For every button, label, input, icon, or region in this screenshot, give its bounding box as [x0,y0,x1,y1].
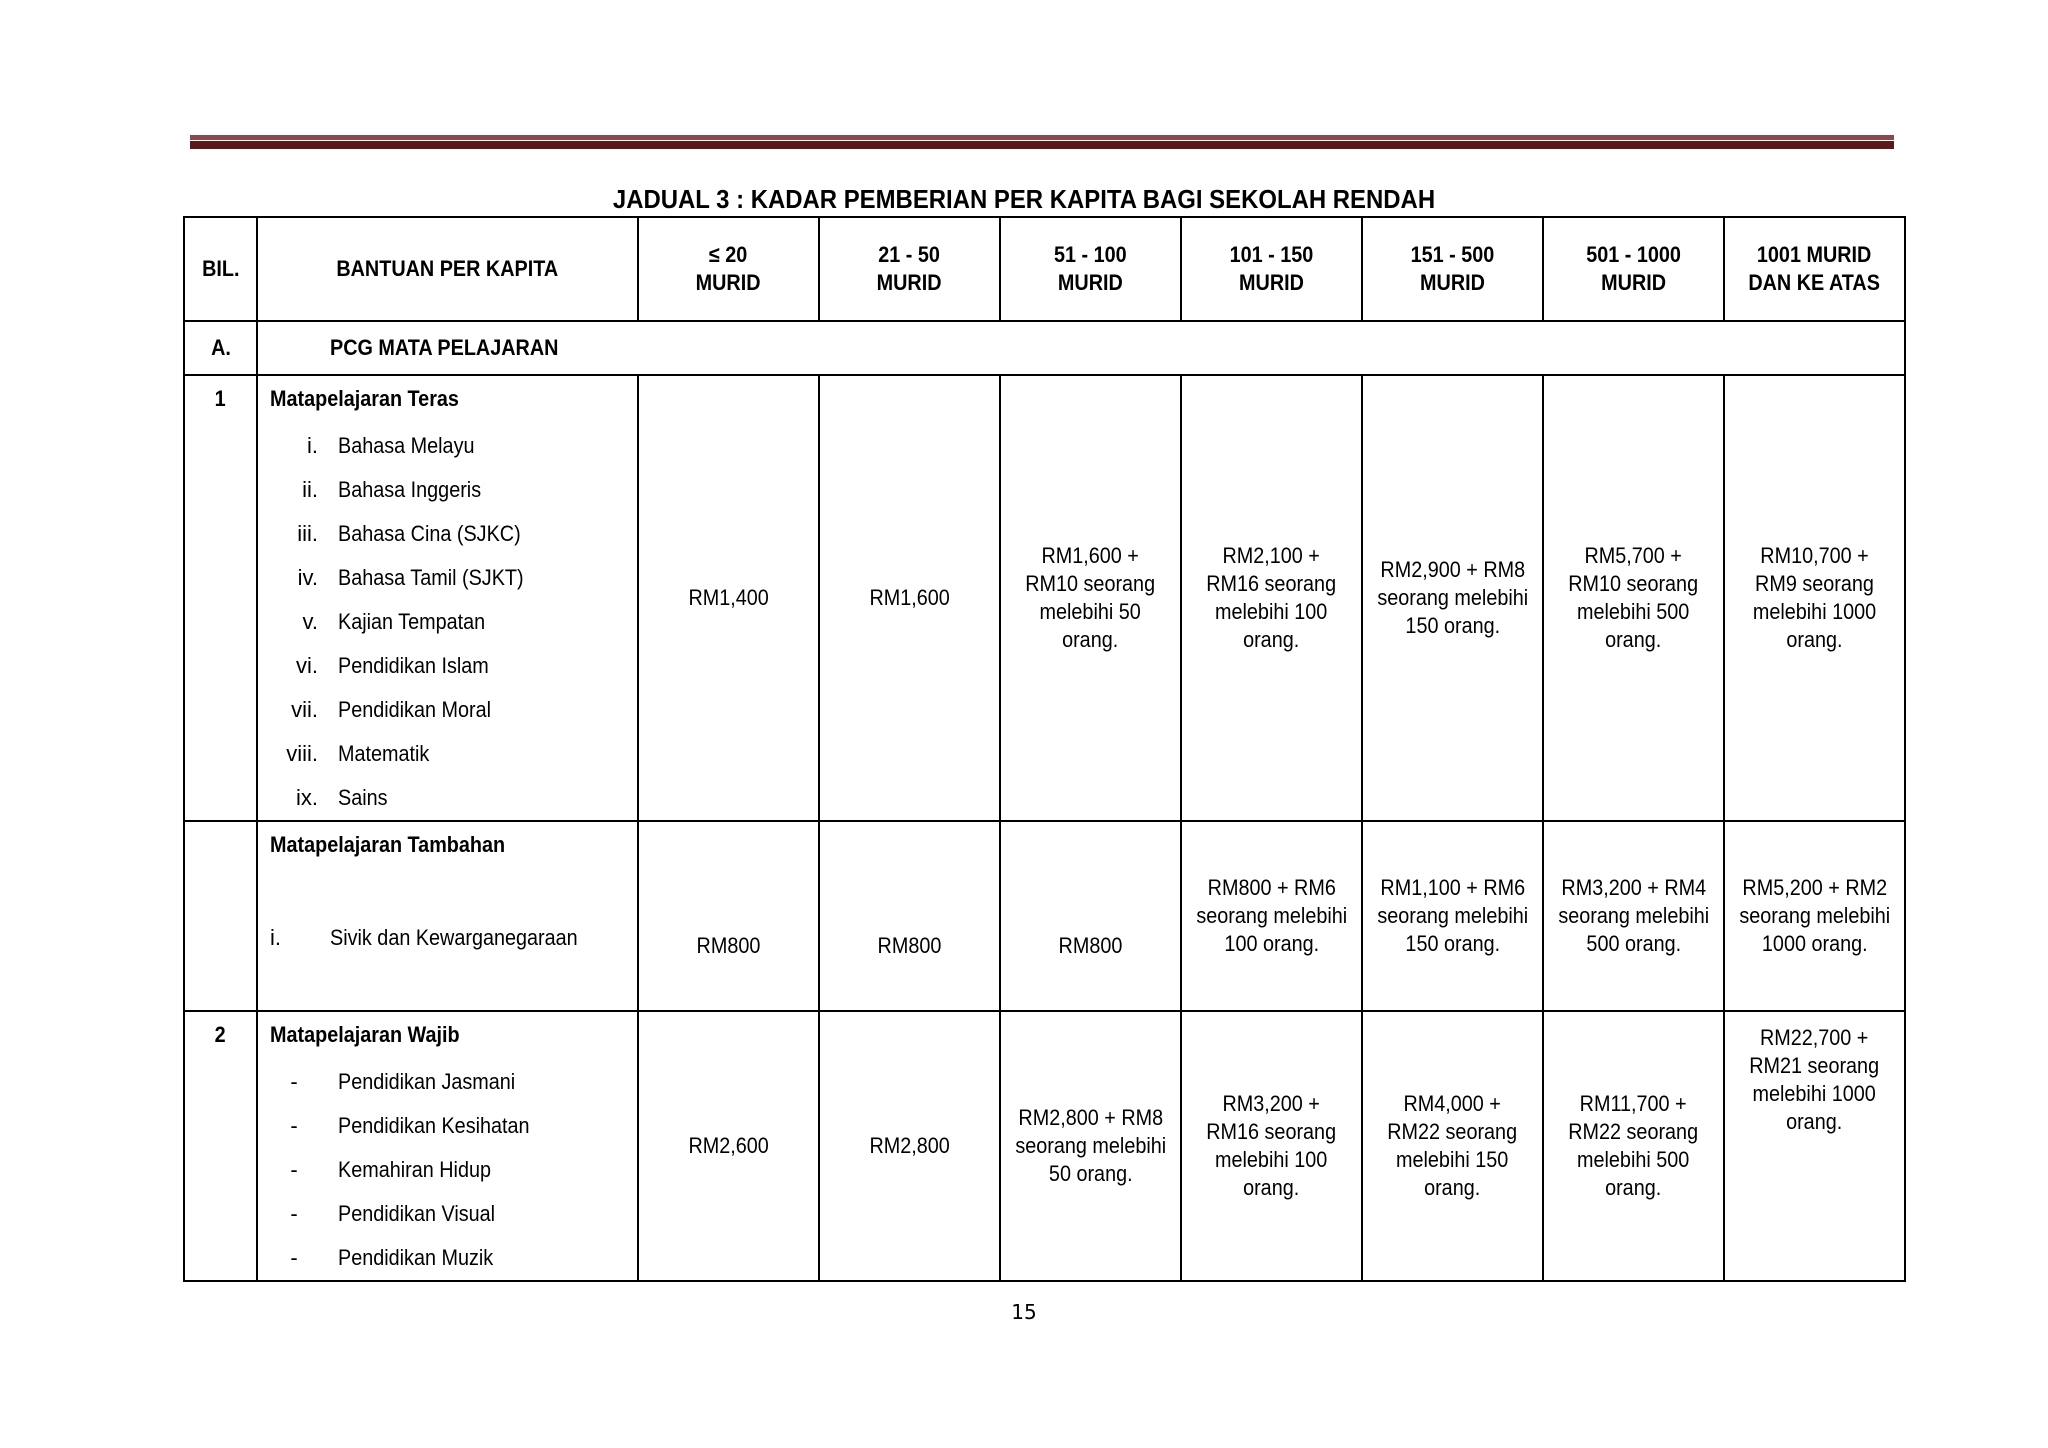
rate-cell: RM1,400 [638,375,819,821]
rate-cell: RM5,700 + RM10 seorang melebihi 500 orang. [1543,375,1724,821]
rate-cell: RM2,800 [819,1011,1000,1281]
header-bil: BIL. [184,217,257,321]
per-capita-table [183,216,1906,1282]
list-item: ii. Bahasa Inggeris [302,477,482,502]
rate-cell: RM2,600 [638,1011,819,1281]
list-item: viii. Matematik [286,741,430,766]
rate-cell: RM2,800 + RM8 seorang melebihi 50 orang. [1000,1011,1181,1281]
row-1-bil: 1 [184,375,257,821]
header-col-1: ≤ 20 MURID [638,217,819,321]
rate-cell: RM1,600 [819,375,1000,821]
header-col-4: 101 - 150 MURID [1181,217,1362,321]
header-col-2: 21 - 50 MURID [819,217,1000,321]
row-2-subjects [257,1011,638,1281]
header-row [184,217,1905,321]
subject-group-title: Matapelajaran Wajib [270,1022,460,1047]
header-rule-thick [190,141,1894,149]
table-row-wajib [184,1011,1905,1281]
list-item: - Kemahiran Hidup [290,1157,491,1182]
row-1-subjects [257,375,638,821]
header-bantuan: BANTUAN PER KAPITA [257,217,638,321]
table-title: JADUAL 3 : KADAR PEMBERIAN PER KAPITA BAGI SEKOLAH RENDAH [612,184,1436,214]
list-item: - Pendidikan Muzik [290,1245,494,1270]
list-item: iii. Bahasa Cina (SJKC) [297,521,521,546]
subject-group-title: Matapelajaran Teras [270,386,459,411]
rate-cell: RM11,700 + RM22 seorang melebihi 500 orang. [1543,1011,1724,1281]
subject-group-title: Matapelajaran Tambahan [270,832,506,857]
list-item: i. Bahasa Melayu [307,433,475,458]
rate-cell: RM4,000 + RM22 seorang melebihi 150 orang. [1362,1011,1543,1281]
rate-cell: RM2,100 + RM16 seorang melebihi 100 orang. [1181,375,1362,821]
list-item: v. Kajian Tempatan [302,609,486,634]
rate-cell: RM800 [819,821,1000,1011]
rate-cell: RM5,200 + RM2 seorang melebihi 1000 orang. [1724,821,1905,1011]
list-item: - Pendidikan Visual [290,1201,496,1226]
table-row-tambahan [184,821,1905,1011]
rate-cell: RM10,700 + RM9 seorang melebihi 1000 orang. [1724,375,1905,821]
rate-cell: RM1,100 + RM6 seorang melebihi 150 orang. [1362,821,1543,1011]
header-col-5: 151 - 500 MURID [1362,217,1543,321]
header-col-6: 501 - 1000 MURID [1543,217,1724,321]
rate-cell: RM22,700 + RM21 seorang melebihi 1000 orang. [1724,1011,1905,1281]
list-item: ix. Sains [296,785,388,810]
header-col-3: 51 - 100 MURID [1000,217,1181,321]
rate-cell: RM800 + RM6 seorang melebihi 100 orang. [1181,821,1362,1011]
row-tambahan-bil [184,821,257,1011]
list-item: - Pendidikan Kesihatan [290,1113,530,1138]
header-rule-thin [190,135,1894,140]
rate-cell: RM3,200 + RM4 seorang melebihi 500 orang. [1543,821,1724,1011]
list-item: iv. Bahasa Tamil (SJKT) [297,565,524,590]
table-row-teras [184,375,1905,821]
rate-cell: RM800 [638,821,819,1011]
section-a-label: PCG MATA PELAJARAN [257,321,1905,375]
rate-cell: RM1,600 + RM10 seorang melebihi 50 orang. [1000,375,1181,821]
header-col-7: 1001 MURID DAN KE ATAS [1724,217,1905,321]
list-item: vii. Pendidikan Moral [291,697,491,722]
list-item: vi. Pendidikan Islam [296,653,489,678]
rate-cell: RM3,200 + RM16 seorang melebihi 100 orang. [1181,1011,1362,1281]
page-number: 15 [1011,1300,1037,1324]
section-a-bil: A. [184,321,257,375]
rate-cell: RM2,900 + RM8 seorang melebihi 150 orang. [1362,375,1543,821]
list-item: - Pendidikan Jasmani [290,1069,516,1094]
row-2-bil: 2 [184,1011,257,1281]
section-a-row [184,321,1905,375]
rate-cell: RM800 [1000,821,1181,1011]
row-tambahan-subjects [257,821,638,1011]
list-item: i. Sivik dan Kewarganegaraan [270,925,578,950]
